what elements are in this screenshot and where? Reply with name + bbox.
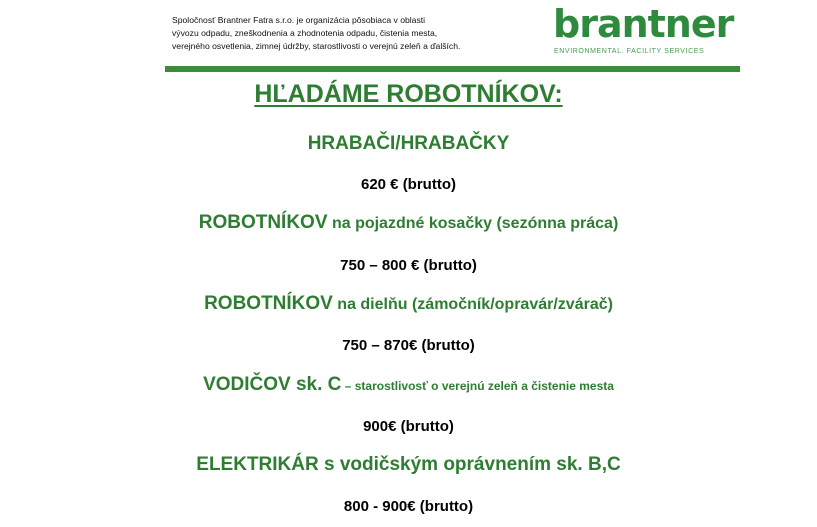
job-title-electrician xyxy=(0,454,817,476)
job-title-workshop-workers xyxy=(0,293,817,315)
job-title-rakers xyxy=(0,133,817,155)
job-lead: ELEKTRIKÁR s vodičským oprávnením sk. B,C xyxy=(196,454,621,475)
job-detail: na dielňu (zámočník/opravár/zvárač) xyxy=(332,296,613,313)
salary-workshop-workers: 750 – 870€ (brutto) xyxy=(342,337,475,354)
job-lead: ROBOTNÍKOV xyxy=(198,212,328,233)
job-lead: HRABAČI/HRABAČKY xyxy=(307,133,510,154)
job-detail: na pojazdné kosačky (sezónna práca) xyxy=(327,215,619,232)
page-title: HĽADÁME ROBOTNÍKOV: xyxy=(254,80,563,108)
salary-rakers: 620 € (brutto) xyxy=(360,176,456,193)
header-divider xyxy=(165,66,740,72)
job-title-mower-workers xyxy=(0,212,817,234)
brantner-logo xyxy=(553,2,734,63)
job-title-drivers xyxy=(0,374,817,396)
salary-drivers: 900€ (brutto) xyxy=(363,418,454,435)
header xyxy=(0,0,817,72)
company-intro: Spoločnosť Brantner Fatra s.r.o. je organizácia pôsobiaca v oblasti vývozu odpadu, zneškodnenia a zhodnotenia odpadu, čistenia mesta, verejného osvetlenia, zimnej údržby, starostlivosti o verejnú zeleň a ďalších. xyxy=(172,15,461,51)
job-detail: – starostlivosť o verejnú zeleň a čistenie mesta xyxy=(341,379,614,393)
salary-mower-workers: 750 – 800 € (brutto) xyxy=(340,257,477,274)
job-lead: VODIČOV sk. C xyxy=(203,374,342,395)
logo-tagline: ENVIRONMENTAL. FACILITY SERVICES xyxy=(554,48,705,55)
job-lead: ROBOTNÍKOV xyxy=(204,293,333,314)
salary-electrician: 800 - 900€ (brutto) xyxy=(343,498,474,515)
logo-wordmark: brantner xyxy=(553,2,734,46)
